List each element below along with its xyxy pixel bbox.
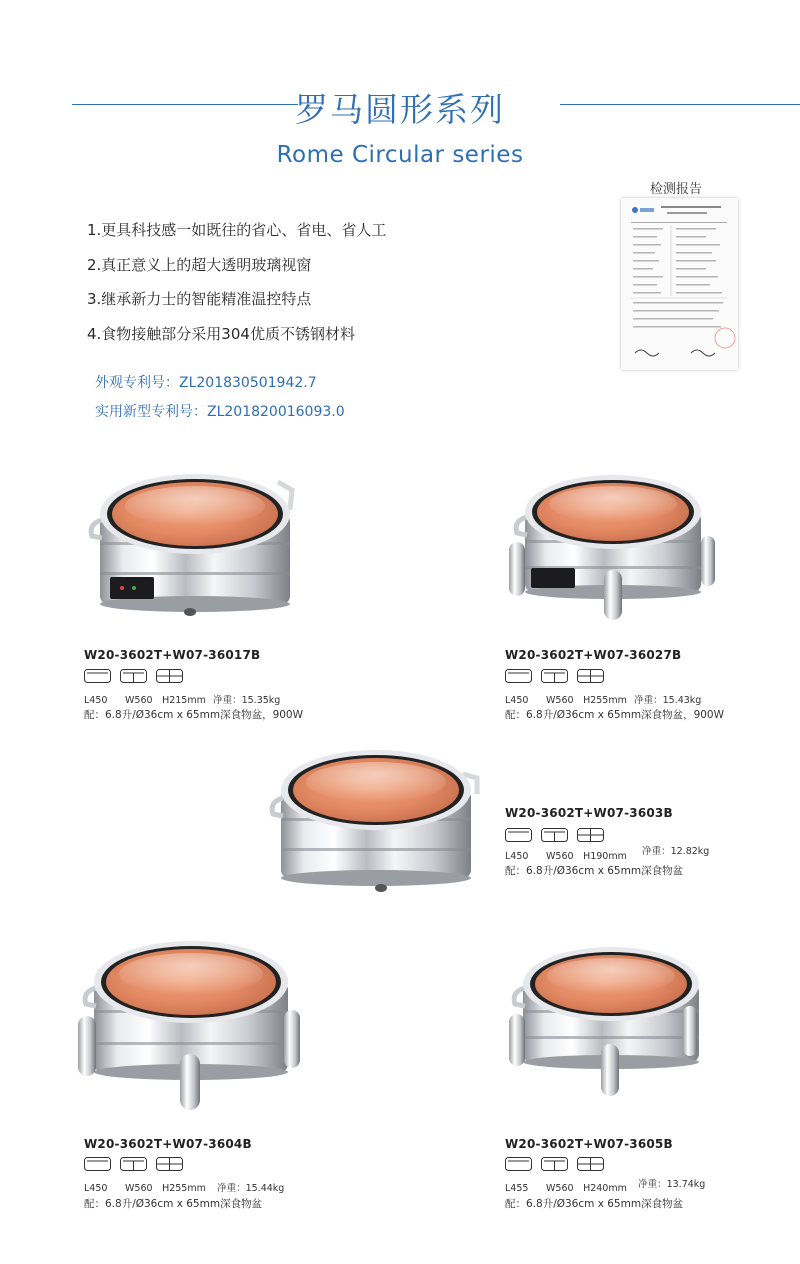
chafing-dish-tabletop-image	[265, 740, 490, 905]
width: W560	[546, 1183, 574, 1194]
width: W560	[546, 851, 574, 862]
pan-quarter-icon	[156, 669, 183, 683]
height: H255mm	[583, 695, 627, 706]
report-title: 检测报告	[650, 182, 703, 197]
length: L450	[505, 851, 529, 862]
feature-list	[87, 220, 386, 358]
utility-patent: 实用新型专利号：ZL201820016093.0	[95, 404, 345, 420]
height: H255mm	[162, 1183, 206, 1194]
width: W560	[546, 695, 574, 706]
feature-item: 2.真正意义上的超大透明玻璃视窗	[87, 255, 312, 274]
product-dimensions	[505, 848, 709, 862]
product-model: W20-3602T+W07-3604B	[84, 1137, 252, 1151]
net-weight: 净重：15.44kg	[217, 1183, 285, 1194]
pan-half-icon	[541, 1157, 568, 1171]
height: H240mm	[583, 1183, 627, 1194]
design-patent: 外观专利号：ZL201830501942.7	[95, 375, 317, 391]
length: L455	[505, 1183, 529, 1194]
width: W560	[125, 695, 153, 706]
pan-full-icon	[84, 669, 111, 683]
pan-half-icon	[120, 669, 147, 683]
product-dimensions	[505, 1180, 705, 1194]
product-config: 配：6.8升/Ø36cm x 65mm深食物盆	[84, 1198, 263, 1210]
net-weight: 净重：15.35kg	[213, 695, 281, 706]
product-config: 配：6.8升/Ø36cm x 65mm深食物盆，900W	[84, 709, 303, 721]
pan-quarter-icon	[577, 669, 604, 683]
pan-size-icons	[84, 669, 183, 683]
pan-half-icon	[541, 828, 568, 842]
pan-quarter-icon	[156, 1157, 183, 1171]
product-config: 配：6.8升/Ø36cm x 65mm深食物盆，900W	[505, 709, 724, 721]
product-dimensions	[505, 692, 701, 706]
pan-full-icon	[505, 669, 532, 683]
product-dimensions	[84, 1180, 284, 1194]
pan-size-icons	[505, 1157, 604, 1171]
net-weight: 净重：15.43kg	[634, 695, 702, 706]
height: H215mm	[162, 695, 206, 706]
product-model: W20-3602T+W07-3605B	[505, 1137, 673, 1151]
feature-item: 3.继承新力士的智能精准温控特点	[87, 290, 312, 308]
pan-full-icon	[84, 1157, 111, 1171]
pan-half-icon	[541, 669, 568, 683]
pan-full-icon	[505, 1157, 532, 1171]
product-model: W20-3602T+W07-36017B	[84, 648, 261, 662]
net-weight: 净重：13.74kg	[638, 1179, 706, 1190]
length: L450	[84, 1183, 108, 1194]
width: W560	[125, 1183, 153, 1194]
pan-half-icon	[120, 1157, 147, 1171]
length: L450	[505, 695, 529, 706]
pan-full-icon	[505, 828, 532, 842]
feature-item: 1.更具科技感一如既往的省心、省电、省人工	[87, 221, 387, 239]
feature-item: 4.食物接触部分采用304优质不锈钢材料	[87, 324, 355, 343]
height: H190mm	[583, 851, 627, 862]
pan-size-icons	[505, 828, 604, 842]
pan-size-icons	[84, 1157, 183, 1171]
pan-size-icons	[505, 669, 604, 683]
page-subtitle: Rome Circular series	[276, 142, 524, 168]
page-title: 罗马圆形系列	[295, 90, 505, 129]
chafing-dish-electric-image	[82, 462, 302, 627]
product-dimensions	[84, 692, 280, 706]
test-report-image	[621, 198, 738, 370]
chafing-dish-legs-large-image	[72, 930, 307, 1125]
chafing-dish-legs-image	[505, 462, 720, 627]
pan-quarter-icon	[577, 828, 604, 842]
product-model: W20-3602T+W07-3603B	[505, 806, 673, 820]
length: L450	[84, 695, 108, 706]
chafing-dish-legs-compact-image	[505, 936, 715, 1121]
product-config: 配：6.8升/Ø36cm x 65mm深食物盆	[505, 865, 684, 877]
pan-quarter-icon	[577, 1157, 604, 1171]
product-model: W20-3602T+W07-36027B	[505, 648, 682, 662]
product-config: 配：6.8升/Ø36cm x 65mm深食物盆	[505, 1198, 684, 1210]
net-weight: 净重：12.82kg	[642, 846, 710, 857]
